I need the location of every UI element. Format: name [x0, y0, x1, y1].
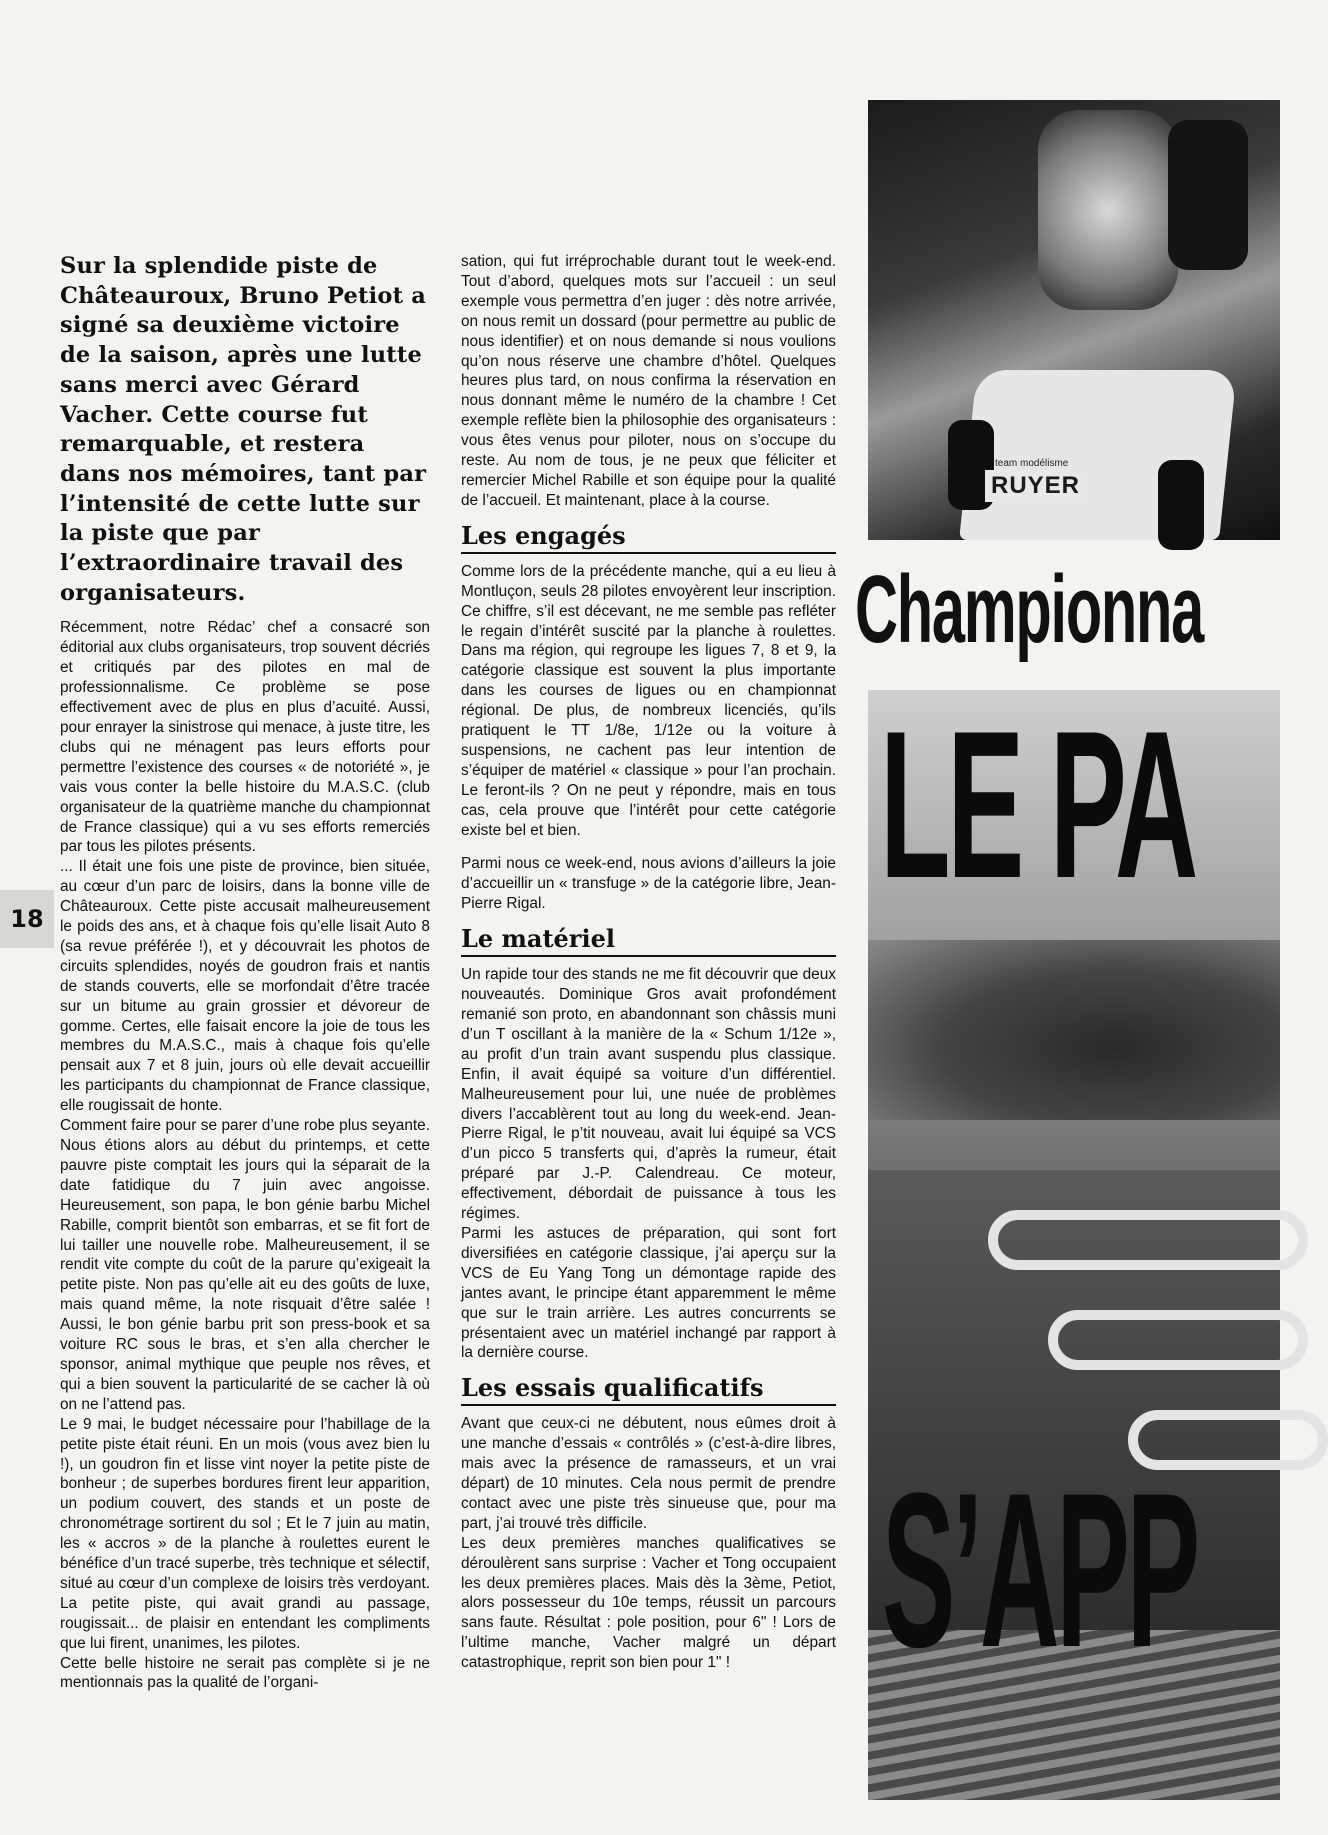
tire-rear-shape: [1168, 120, 1248, 270]
headline-line-1: Championna: [855, 556, 1204, 663]
trees-shape: [868, 940, 1280, 1120]
middle-column: [461, 252, 836, 1673]
section-heading-materiel: Le matériel: [461, 924, 836, 957]
track-curb-1-shape: [988, 1210, 1308, 1270]
article-intro: Sur la splendide piste de Châteauroux, Bruno Petiot a signé sa deuxième victoire de la saison, après une lutte sans merci avec Gérard Vacher. Cette course fut remarquable, et restera dans nos mémoires, tant par l’intensité de cette lutte sur la piste que par l’extraordinaire travail des organisateurs.: [60, 253, 427, 606]
left-column: [60, 252, 430, 1693]
section-heading-essais: Les essais qualificatifs: [461, 1373, 836, 1406]
page-number: 18: [0, 890, 54, 948]
section-engages-paragraph-2: Parmi nous ce week-end, nous avions d’ailleurs la joie d’accueillir un « transfuge » de la catégorie libre, Jean-Pierre Rigal.: [461, 855, 836, 913]
track-curb-2-shape: [1048, 1310, 1308, 1370]
section-heading-engages: Les engagés: [461, 521, 836, 554]
left-column-body: Récemment, notre Rédac’ chef a consacré son éditorial aux clubs organisateurs, trop souvent décriés et critiqués par des pilotes en mal de professionnalisme. Ce problème se pose effectivement avec de plus en plus d’acuité. Aussi, pour enrayer la sinistrose qui menace, à juste titre, les clubs qui ne ménagent pas leurs efforts pour permettre l’existence des courses « de notoriété », je vais vous conter la belle histoire du M.A.S.C. (club organisateur de la quatrième manche du championnat de France classique) qui a vu ses efforts remerciés par tous les pilotes présents. ... Il était une fois une piste de province, bien située, au cœur d’un parc de loisirs, dans la bonne ville de Châteauroux. Cette piste accusait malheureusement le poids des ans, et à chaque fois qu’elle lisait Auto 8 (sa revue préférée !), et y découvrait les photos de circuits splendides, noyés de goudron frais et nantis de stands couverts, elle se morfondait d’être tracée sur un bitume au grain grossier et dévoreur de gomme. Certes, elle faisait encore la joie de tous les membres du M.A.S.C., mais à chaque fois qu’elle pensait aux 7 et 8 juin, jours où elle devait accueillir les participants du championnat de France classique, elle rougissait de honte. Comment faire pour se parer d’une robe plus seyante. Nous étions alors au début du printemps, et cette pauvre piste comptait les jours qui la séparait de la date fatidique du 7 juin avec angoisse. Heureusement, son papa, le bon génie barbu Michel Rabille, comprit bientôt son embarras, et se fit fort de lui tailler une nouvelle robe. Malheureusement, il se rendit vite compte du coût de la parure qu’exigeait la petite piste. Non pas qu’elle ait eu des goûts de luxe, mais quand même, la note risquait d’être salée ! Aussi, le bon génie barbu prit son press-book et sa voiture RC sous le bras, et s’en alla chercher le sponsor, animal mythique que peuple nos rêves, et qui a bien souvent la particularité de se cacher là où on ne l’attend pas. Le 9 mai, le budget nécessaire pour l’habillage de la petite piste était réuni. En un mois (vous avez bien lu !), un goudron fin et lisse vint noyer la petite piste de bonheur ; de superbes bordures firent leur apparition, un podium couvert, des stands et un poste de chronométrage sortirent du sol ; Et le 7 juin au matin, les « accros » de la planche à roulettes eurent le bénéfice d’un tracé superbe, très technique et sélectif, situé au cœur d’un complexe de loisirs très verdoyant. La petite piste, qui avait grandi au passage, rougissait... de plaisir en entendant les compliments que lui firent, unanimes, les pilotes. Cette belle histoire ne serait pas complète si je ne mentionnais pas la qualité de l’organi-: [60, 619, 430, 1692]
section-engages-paragraph-1: Comme lors de la précédente manche, qui a eu lieu à Montluçon, seuls 28 pilotes envoyèrent leur inscription. Ce chiffre, s’il est décevant, ne me semble pas refléter le regain d’intérêt suscité par la planche à roulettes. Dans ma région, qui regroupe les ligues 7, 8 et 9, la catégorie classique est souvent la plus importante dans les courses de ligues ou en championnat régional. De plus, de nombreux licenciés, qu’ils pratiquent le TT 1/8e, 1/12e ou la voiture à suspensions, ne cachent pas leur intention de s’équiper de matériel « classique » pour l’an prochain. Le feront-ils ? On ne peut y répondre, mais en tous cas, cela prouve que l’intérêt pour cette catégorie existe bel et bien.: [461, 562, 836, 839]
middle-column-intro: sation, qui fut irréprochable durant tout le week-end. Tout d’abord, quelques mots sur l’accueil : un seul exemple vous permettra d’en juger : dès notre arrivée, on nous remit un dossard (pour permettre au public de nous identifier) et on nous demande si nous voulions qu’on nous réserve une chambre d’hôtel. Quelques heures plus tard, on nous confirma la réservation en nous donnant même le numéro de la chambre ! Cet exemple reflète bien la philosophie des organisateurs : vous êtes venus pour piloter, nous on s’occupe du reste. Au nom de tous, je ne peux que féliciter et remercier Michel Rabille et son équipe pour la qualité de l’accueil. Et maintenant, place à la course.: [461, 253, 836, 509]
tire-right-shape: [1158, 460, 1204, 550]
paragraph-gap: [461, 840, 836, 854]
headline-line-2: LE PA: [880, 687, 1196, 922]
engine-shape: [1038, 110, 1178, 310]
sponsor-sticker: RUYER: [985, 470, 1086, 502]
section-essais-body: Avant que ceux-ci ne débutent, nous eûmes droit à une manche d’essais « contrôlés » (c’est-à-dire libres, mais avec la présence de ramasseurs, et un vrai départ) de 10 minutes. Cela nous permit de prendre contact avec une piste très sinueuse que, pour ma part, j’ai trouvé très difficile. Les deux premières manches qualificatives se déroulèrent sans surprise : Vacher et Tong occupaient les deux premières places. Mais dès la 3ème, Petiot, alors possesseur du 10e temps, réussit un parcours sans faute. Résultat : pole position, pour 6" ! Lors de l’ultime manche, Vacher malgré un départ catastrophique, reprit son bien pour 1" !: [461, 1415, 836, 1672]
section-materiel-body: Un rapide tour des stands ne me fit découvrir que deux nouveautés. Dominique Gros avait profondément remanié son proto, en abandonnant son châssis muni d’un T oscillant à la manière de la « Schum 1/12e », au profit d’un train avant suspendu plus classique. Enfin, il avait équipé sa voiture d’un différentiel. Malheureusement pour lui, une nuée de problèmes divers l’accablèrent tout au long du week-end. Jean-Pierre Rigal, le p’tit nouveau, avait lui équipé sa VCS d’un picco 5 transferts qui, d’après la rumeur, était préparé par J.-P. Calendreau. Ce moteur, effectivement, débordait de puissance à tous les régimes. Parmi les astuces de préparation, qui sont fort diversifiées en catégorie classique, j’ai aperçu sur la VCS de Eu Yang Tong un démontage rapide des jantes avant, le principe étant apparemment le même que sur le train arrière. Les autres concurrents se présentaient avec un matériel inchangé par rapport à la dernière course.: [461, 966, 836, 1362]
sticker-small-text: team modélisme: [995, 458, 1069, 469]
headline-line-3: S’APP: [882, 1447, 1198, 1693]
